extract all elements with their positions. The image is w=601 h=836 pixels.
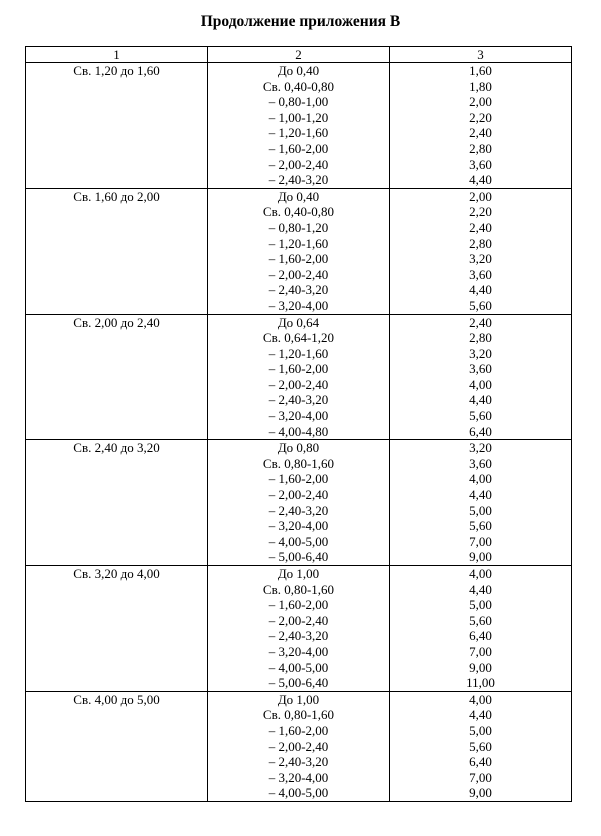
value-line: 2,40: [469, 125, 492, 141]
range-line: – 4,00-5,00: [268, 533, 329, 549]
range-line: – 0,80-1,20: [268, 219, 329, 235]
value-line: 4,00: [469, 471, 492, 487]
range-line: – 1,60-2,00: [268, 722, 329, 738]
value-cell: [390, 566, 572, 692]
value-line: 5,60: [469, 518, 492, 534]
value-cell: [390, 63, 572, 189]
range-line: Св. 0,40-0,80: [262, 204, 335, 220]
value-line: 3,20: [469, 440, 492, 456]
value-line: 2,00: [469, 94, 492, 110]
range-line: – 4,00-5,00: [268, 785, 329, 801]
value-line: 5,60: [469, 738, 492, 754]
range-line: – 2,00-2,40: [268, 738, 329, 754]
range-line: – 1,60-2,00: [268, 471, 329, 487]
range-line: – 4,00-4,80: [268, 423, 329, 439]
value-line: 2,40: [469, 219, 492, 235]
value-cell: [390, 691, 572, 801]
range-line: – 1,60-2,00: [268, 361, 329, 377]
table-header: [26, 47, 572, 63]
value-line: 4,40: [469, 172, 492, 188]
value-line: 2,80: [469, 235, 492, 251]
range-cell: [208, 691, 390, 801]
range-line: Св. 0,80-1,60: [262, 455, 335, 471]
value-line: 3,20: [469, 251, 492, 267]
group-label: Св. 1,20 до 1,60: [73, 63, 160, 78]
range-cell: [208, 440, 390, 566]
value-line: 2,80: [469, 140, 492, 156]
group-label: Св. 2,00 до 2,40: [73, 314, 160, 330]
value-line: 2,20: [469, 109, 492, 125]
value-line: 5,00: [469, 502, 492, 518]
range-line: – 1,60-2,00: [268, 140, 329, 156]
range-line: – 2,00-2,40: [268, 156, 329, 172]
value-line: 9,00: [469, 549, 492, 565]
range-cell: [208, 566, 390, 692]
value-line: 2,80: [469, 330, 492, 346]
table-row: [26, 63, 572, 189]
range-line: До 0,40: [277, 188, 320, 204]
range-line: – 2,40-3,20: [268, 282, 329, 298]
range-line: – 2,40-3,20: [268, 754, 329, 770]
value-line: 2,20: [469, 204, 492, 220]
value-line: 4,00: [469, 566, 492, 581]
range-line: – 3,20-4,00: [268, 408, 329, 424]
range-line: – 1,20-1,60: [268, 125, 329, 141]
range-cell: [208, 63, 390, 189]
value-line: 4,00: [469, 376, 492, 392]
range-line: – 3,20-4,00: [268, 518, 329, 534]
column-header-1: 1: [26, 47, 208, 63]
value-line: 4,40: [469, 487, 492, 503]
range-line: – 2,40-3,20: [268, 392, 329, 408]
value-line: 4,00: [469, 691, 492, 707]
value-line: 5,60: [469, 408, 492, 424]
group-label-cell: [26, 691, 208, 801]
value-line: 3,20: [469, 345, 492, 361]
range-line: – 5,00-6,40: [268, 675, 329, 691]
column-header-3: 3: [390, 47, 572, 63]
group-label: Св. 1,60 до 2,00: [73, 188, 160, 204]
value-line: 1,80: [469, 78, 492, 94]
column-header-2: 2: [208, 47, 390, 63]
range-line: Св. 0,64-1,20: [262, 330, 335, 346]
range-line: – 2,40-3,20: [268, 172, 329, 188]
value-line: 4,40: [469, 282, 492, 298]
range-line: – 2,00-2,40: [268, 266, 329, 282]
group-label-cell: [26, 188, 208, 314]
value-line: 9,00: [469, 785, 492, 801]
group-label-cell: [26, 566, 208, 692]
range-line: – 1,00-1,20: [268, 109, 329, 125]
value-line: 7,00: [469, 769, 492, 785]
table-row: [26, 691, 572, 801]
group-label-cell: [26, 314, 208, 440]
group-label-cell: [26, 63, 208, 189]
group-label-cell: [26, 440, 208, 566]
range-line: – 2,40-3,20: [268, 502, 329, 518]
range-line: – 1,60-2,00: [268, 597, 329, 613]
range-line: – 3,20-4,00: [268, 769, 329, 785]
value-line: 7,00: [469, 533, 492, 549]
range-line: – 1,20-1,60: [268, 235, 329, 251]
page-title: Продолжение приложения В: [200, 13, 401, 30]
value-line: 3,60: [469, 455, 492, 471]
value-line: 6,40: [469, 754, 492, 770]
range-line: Св. 0,40-0,80: [262, 78, 335, 94]
range-line: – 5,00-6,40: [268, 549, 329, 565]
table-body: [26, 63, 572, 802]
range-cell: [208, 314, 390, 440]
value-cell: [390, 188, 572, 314]
range-line: До 0,40: [277, 63, 320, 78]
table-row: [26, 440, 572, 566]
range-line: – 0,80-1,00: [268, 94, 329, 110]
table-row: [26, 314, 572, 440]
value-line: 4,40: [469, 392, 492, 408]
value-line: 5,60: [469, 297, 492, 313]
range-line: – 2,00-2,40: [268, 376, 329, 392]
range-line: – 3,20-4,00: [268, 297, 329, 313]
range-line: – 1,60-2,00: [268, 251, 329, 267]
value-line: 4,40: [469, 707, 492, 723]
range-line: Св. 0,80-1,60: [262, 581, 335, 597]
group-label: Св. 3,20 до 4,00: [73, 566, 160, 581]
range-line: До 0,80: [277, 440, 320, 456]
value-line: 5,60: [469, 612, 492, 628]
range-line: – 4,00-5,00: [268, 659, 329, 675]
value-line: 2,40: [469, 314, 492, 330]
range-line: – 2,00-2,40: [268, 612, 329, 628]
value-line: 11,00: [466, 675, 495, 691]
value-line: 5,00: [469, 597, 492, 613]
range-line: До 1,00: [277, 691, 320, 707]
range-line: Св. 0,80-1,60: [262, 707, 335, 723]
value-line: 6,40: [469, 423, 492, 439]
data-table: [25, 46, 572, 802]
group-label: Св. 4,00 до 5,00: [73, 691, 160, 707]
value-line: 7,00: [469, 643, 492, 659]
value-line: 3,60: [469, 266, 492, 282]
table-row: [26, 566, 572, 692]
value-line: 2,00: [469, 188, 492, 204]
value-line: 4,40: [469, 581, 492, 597]
range-line: – 1,20-1,60: [268, 345, 329, 361]
value-line: 3,60: [469, 361, 492, 377]
value-line: 6,40: [469, 628, 492, 644]
header-row: [26, 47, 572, 63]
range-line: До 0,64: [277, 314, 320, 330]
range-line: – 2,40-3,20: [268, 628, 329, 644]
range-cell: [208, 188, 390, 314]
value-line: 1,60: [469, 63, 492, 78]
range-line: До 1,00: [277, 566, 320, 581]
value-line: 5,00: [469, 722, 492, 738]
value-cell: [390, 314, 572, 440]
value-line: 9,00: [469, 659, 492, 675]
value-line: 3,60: [469, 156, 492, 172]
value-cell: [390, 440, 572, 566]
range-line: – 2,00-2,40: [268, 487, 329, 503]
group-label: Св. 2,40 до 3,20: [73, 440, 160, 456]
table-row: [26, 188, 572, 314]
range-line: – 3,20-4,00: [268, 643, 329, 659]
